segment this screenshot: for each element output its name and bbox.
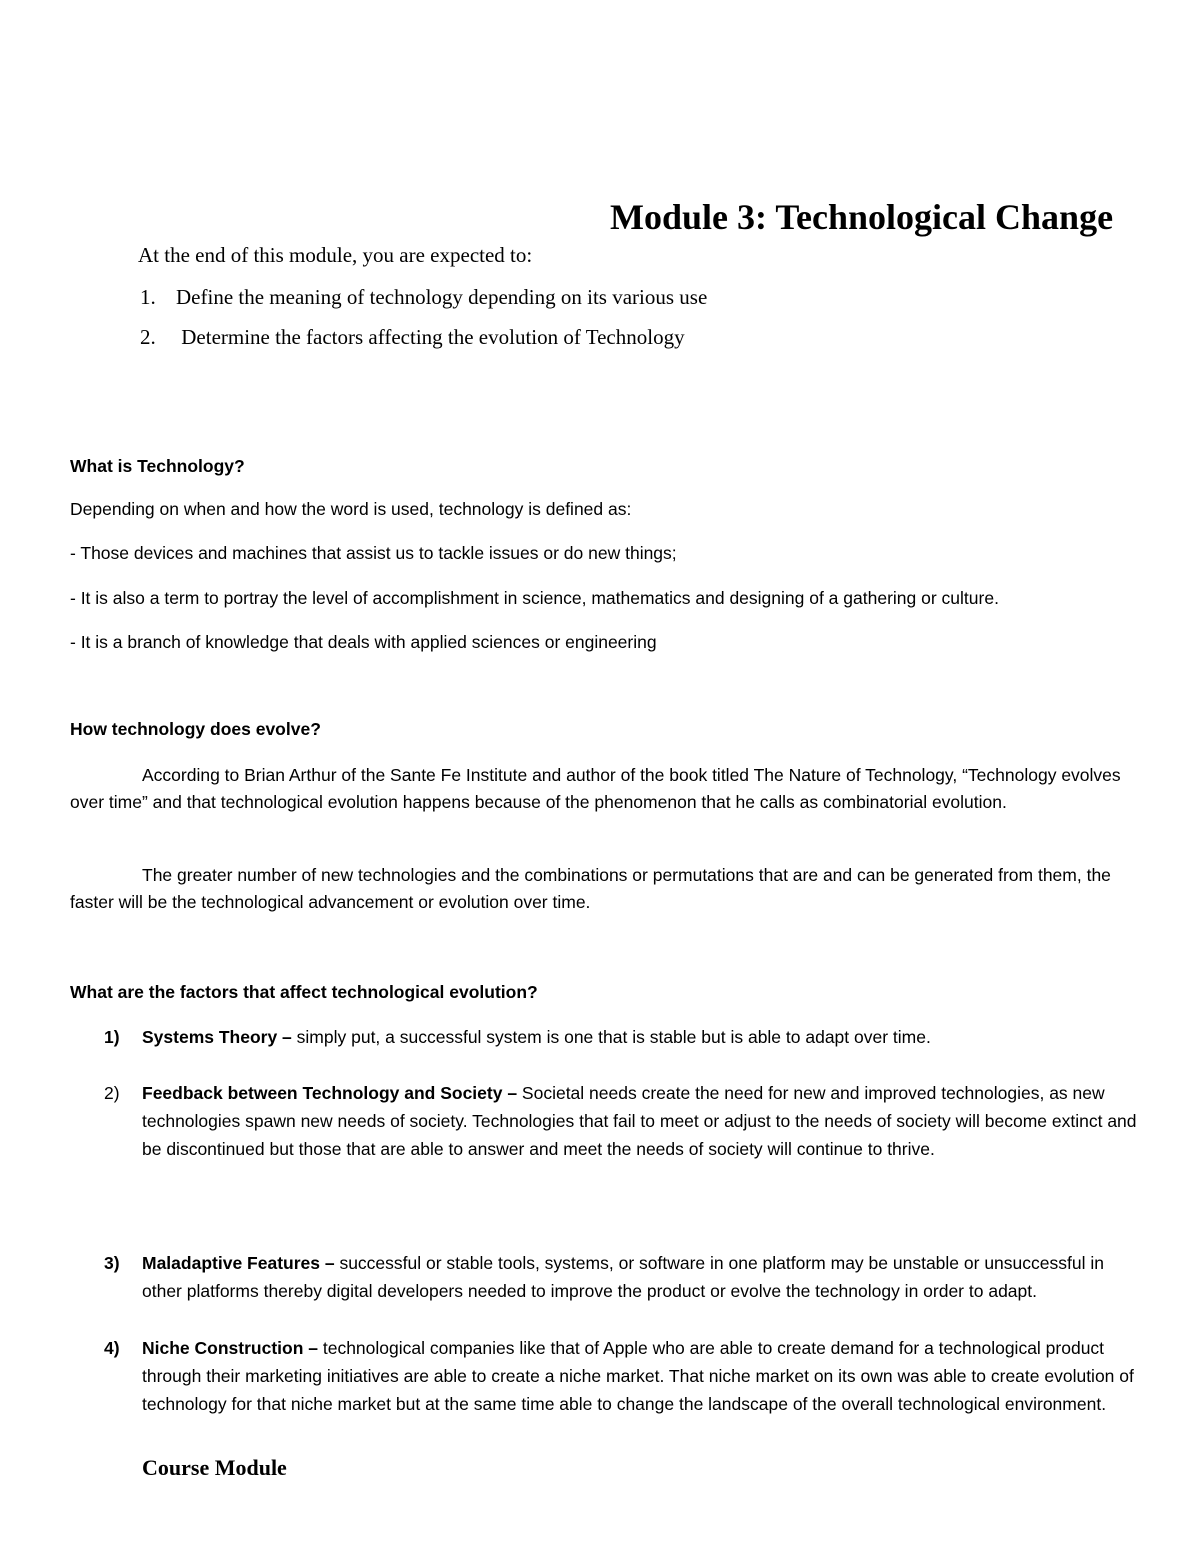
factor-number: 4) <box>104 1338 120 1358</box>
factor-number: 1) <box>104 1027 120 1047</box>
course-module-footer: Course Module <box>142 1455 287 1480</box>
factor-text: successful or stable tools, systems, or software in one platform may be unstable or unsuccessful in other platforms thereby digital developers needed to improve the product or evolve the technology in order to adapt. <box>142 1253 1104 1301</box>
objective-item <box>140 325 685 350</box>
factor-title: Maladaptive Features – <box>142 1253 340 1273</box>
factor-text: simply put, a successful system is one that is stable but is able to adapt over time. <box>296 1027 931 1047</box>
evolution-paragraph <box>70 862 1138 916</box>
factor-title: Feedback between Technology and Society – <box>142 1083 522 1103</box>
section-heading-what-is-technology: What is Technology? <box>70 456 245 476</box>
factor-item <box>104 1249 1144 1305</box>
objective-item <box>140 285 707 310</box>
module-intro: At the end of this module, you are expected to: <box>138 243 533 267</box>
objective-text: Determine the factors affecting the evolution of Technology <box>176 325 685 349</box>
section-heading-factors: What are the factors that affect technological evolution? <box>70 982 538 1002</box>
factor-item <box>104 1334 1144 1418</box>
objective-number: 1. <box>140 285 156 309</box>
definition-item: - It is also a term to portray the level of accomplishment in science, mathematics and designing of a gathering or culture. <box>70 588 999 608</box>
factor-item <box>104 1079 1144 1163</box>
factor-title: Niche Construction – <box>142 1338 323 1358</box>
evolution-paragraph <box>70 762 1138 816</box>
evolution-paragraph-text: According to Brian Arthur of the Sante Fe Institute and author of the book titled The Nature of Technology, “Technology evolves over time” and that technological evolution happens because of the phenomenon that he calls as combinatorial evolution. <box>70 765 1121 812</box>
objective-text: Define the meaning of technology depending on its various use <box>176 285 708 309</box>
factor-number: 3) <box>104 1253 120 1273</box>
definition-item: - Those devices and machines that assist us to tackle issues or do new things; <box>70 543 677 563</box>
page-title: Module 3: Technological Change <box>610 197 1114 237</box>
evolution-paragraph-text: The greater number of new technologies and the combinations or permutations that are and can be generated from them, the faster will be the technological advancement or evolution over time. <box>70 865 1111 912</box>
section-heading-how-technology-evolves: How technology does evolve? <box>70 719 321 739</box>
factor-text: Societal needs create the need for new and improved technologies, as new technologies spawn new needs of society. Technologies that fail to meet or adjust to the needs of society will become extinct and be discontinued but those that are able to answer and meet the needs of society will continue to thrive. <box>142 1083 1137 1159</box>
definition-item: - It is a branch of knowledge that deals with applied sciences or engineering <box>70 632 657 652</box>
definition-lead: Depending on when and how the word is used, technology is defined as: <box>70 499 632 519</box>
factor-item <box>104 1023 1144 1051</box>
factor-number: 2) <box>104 1083 120 1103</box>
objective-number: 2. <box>140 325 156 349</box>
factor-title: Systems Theory – <box>142 1027 297 1047</box>
factor-text: technological companies like that of Apple who are able to create demand for a technological product through their marketing initiatives are able to create a niche market. That niche market on its own was able to create evolution of technology for that niche market but at the same time able to change the landscape of the overall technological environment. <box>142 1338 1134 1414</box>
